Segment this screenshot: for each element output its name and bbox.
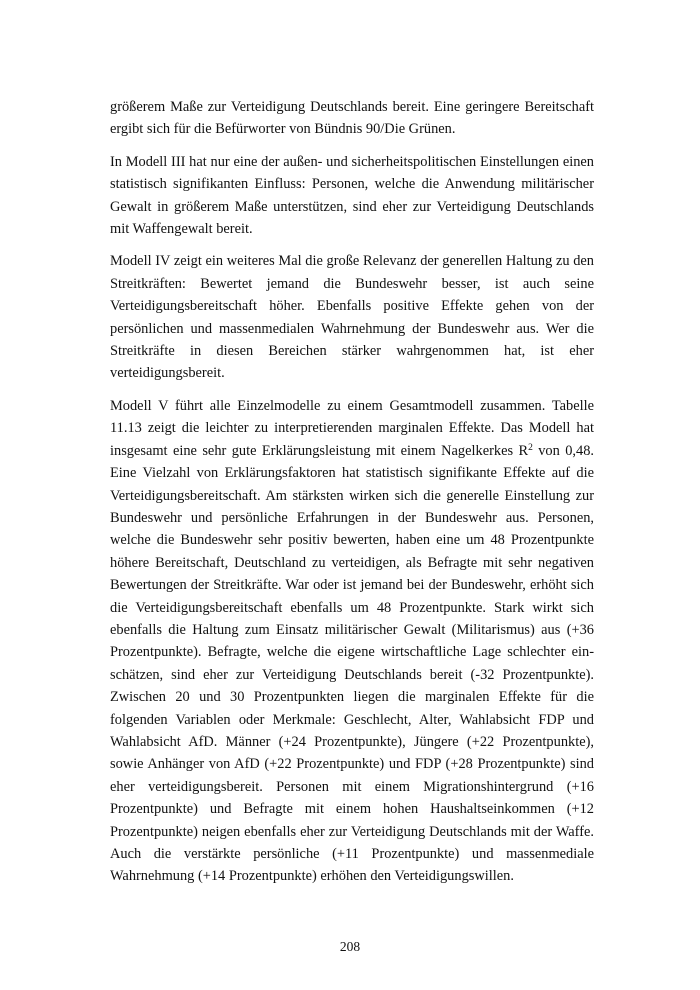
paragraph-modell-v-part1: Modell V führt alle Einzelmodelle zu einem Gesamtmodell zusammen. Tabelle 11.13 zeigt die leichter zu interpretierenden marginalen Effekte. Das Modell hat insgesamt eine sehr gute Erklärungsleistung mit einem Nagelkerkes R	[110, 397, 594, 459]
paragraph-modell-iii: In Modell III hat nur eine der außen- und sicherheitspolitischen Einstellungen einen statistisch signifikanten Einfluss: Personen, welche die Anwendung militärischer Gewalt in größerem Maße unterstützen, sind eher zur Verteidigung Deutschlands mit Waffengewalt bereit.	[110, 153, 594, 238]
paragraph-modell-iv: Modell IV zeigt ein weiteres Mal die große Relevanz der generellen Haltung zu den Streitkräften: Bewertet jemand die Bundeswehr besser, ist auch seine Verteidigungsbereitschaft höher. Ebenfalls positive Effekte gehen von der persönlichen und massenmedialen Wahrnehmung der Bundeswehr aus. Wer die Streitkräfte in diesen Bereichen stärker wahrgenommen hat, ist eher verteidigungsbereit.	[110, 253, 594, 382]
paragraph-modell-v-part2: von 0,48. Eine Vielzahl von Erklärungsfaktoren hat statistisch signifikante Effekte auf die Verteidigungsbereitschaft. Am stärksten wirken sich die generelle Einstellung zur Bundeswehr und persönliche Erfahrungen in der Bundeswehr aus. Personen, welche die Bundeswehr sehr positiv bewerten, haben eine um 48 Prozentpunkte höhere Bereitschaft, Deutschland zu verteidigen, als Befragte mit sehr negativen Bewertungen der Streitkräfte. War oder ist jemand bei der Bundeswehr, erhöht sich die Verteidigungsbereitschaft ebenfalls um 48 Prozentpunkte. Stark wirkt sich ebenfalls die Haltung zum Einsatz militärischer Gewalt (Militarismus) aus (+36 Prozentpunkte). Befragte, welche die eigene wirtschaftliche Lage schlechter einschätzen, sind eher zur Verteidigung Deutschlands bereit (-32 Prozentpunkte). Zwischen 20 und 30 Prozentpunkten liegen die marginalen Effekte für die folgenden Variablen oder Merkmale: Geschlecht, Alter, Wahlabsicht FDP und Wahlabsicht AfD. Männer (+24 Prozentpunkte), Jüngere (+22 Prozentpunkte), sowie Anhänger von AfD (+22 Prozentpunkte) und FDP (+28 Prozentpunkte) sind eher verteidigungsbereit. Personen mit einem Migrationshintergrund (+16 Prozentpunkte) und Befragte mit einem hohen Haushaltseinkommen (+12 Prozentpunkte) neigen ebenfalls eher zur Verteidigung Deutschlands mit der Waffe. Auch die verstärkte persönliche (+11 Prozentpunkte) und massenmediale Wahrnehmung (+14 Prozentpunkte) erhöhen den Verteidigungswillen.	[110, 442, 594, 885]
paragraph-continuation: größerem Maße zur Verteidigung Deutschlands bereit. Eine geringere Bereitschaft ergibt sich für die Befürworter von Bündnis 90/Die Grünen.	[110, 99, 594, 138]
r-squared-superscript: 2	[528, 442, 533, 453]
page-body	[110, 96, 594, 888]
page-number: 208	[339, 939, 361, 954]
paragraph-modell-v	[110, 395, 594, 888]
